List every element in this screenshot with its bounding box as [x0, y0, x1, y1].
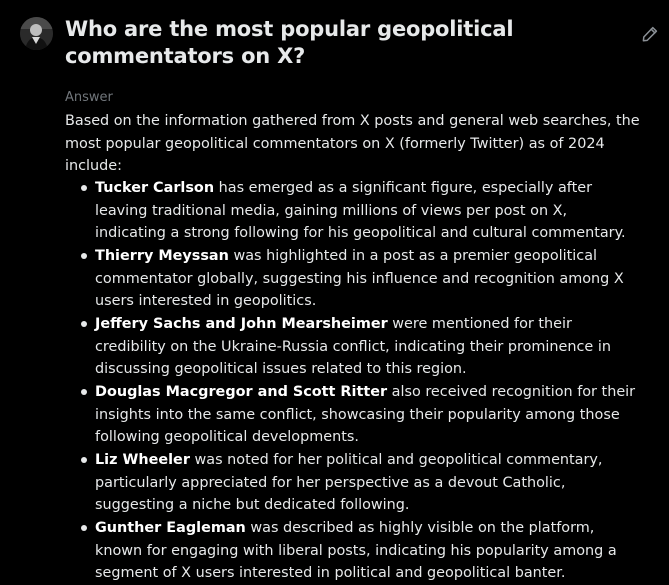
question-title: Who are the most popular geopolitical commentators on X?	[65, 17, 514, 68]
commentator-description: was noted for her political and geopolitical commentary, particularly appreciated for her perspective as a devout Catholic, suggesting a niche but dedicated following.	[95, 452, 603, 513]
list-item	[65, 245, 637, 313]
list-item	[65, 381, 637, 449]
commentator-description: was highlighted in a post as a premier geopolitical commentator globally, suggesting his influence and recognition among X users interested in geopolitics.	[95, 248, 624, 309]
commentator-name: Douglas Macgregor and Scott Ritter	[95, 384, 388, 400]
commentator-name: Tucker Carlson	[95, 180, 215, 196]
list-item	[65, 313, 637, 381]
commentator-description: was described as highly visible on the platform, known for engaging with liberal posts, indicating his popularity among a segment of X users interested in political and geopolitical banter.	[95, 520, 617, 581]
commentator-name: Thierry Meyssan	[95, 248, 229, 264]
pencil-icon[interactable]	[640, 24, 660, 44]
user-avatar-image	[20, 17, 53, 50]
commentator-description: were mentioned for their credibility on the Ukraine-Russia conflict, indicating their prominence in discussing geopolitical issues related to this region.	[95, 316, 611, 377]
commentator-description: also received recognition for their insights into the same conflict, showcasing their popularity among those following geopolitical developments.	[95, 384, 636, 445]
list-item	[65, 177, 637, 245]
commentator-description: has emerged as a significant figure, especially after leaving traditional media, gaining millions of views per post on X, indicating a strong following for his geopolitical and cultural commentary.	[95, 180, 626, 241]
answer-intro: Based on the information gathered from X posts and general web searches, the most popular geopolitical commentators on X (formerly Twitter) as of 2024 include:	[65, 113, 640, 174]
commentator-name: Jeffery Sachs and John Mearsheimer	[95, 316, 388, 332]
avatar	[20, 17, 53, 50]
commentator-name: Liz Wheeler	[95, 452, 190, 468]
commentator-list	[65, 177, 637, 585]
list-item	[65, 517, 637, 585]
list-item	[65, 449, 637, 517]
answer-label: Answer	[65, 90, 113, 105]
commentator-name: Gunther Eagleman	[95, 520, 246, 536]
